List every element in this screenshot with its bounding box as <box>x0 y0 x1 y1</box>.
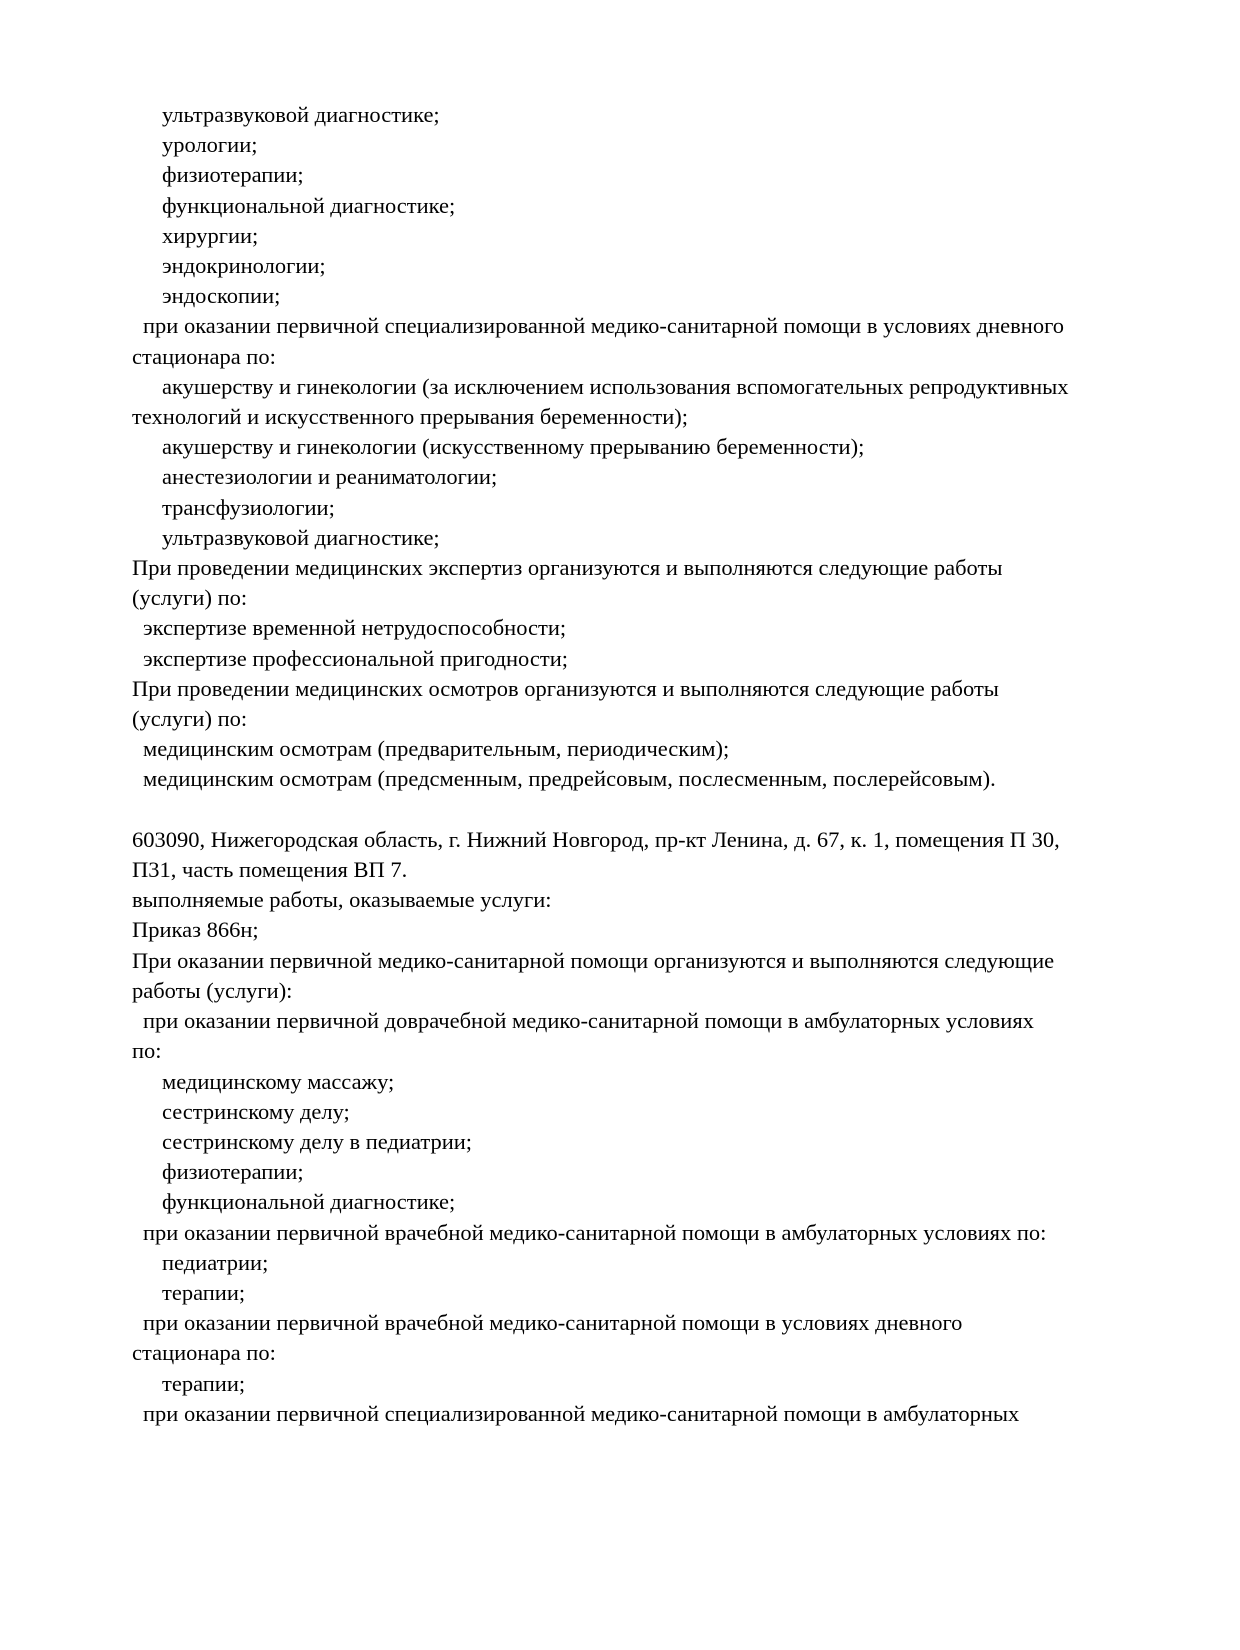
text-line: по: <box>132 1038 162 1064</box>
text-line: выполняемые работы, оказываемые услуги: <box>132 887 552 913</box>
text-line: При проведении медицинских экспертиз организуются и выполняются следующие работы <box>132 555 1003 581</box>
text-line: ультразвуковой диагностике; <box>162 524 440 550</box>
text-line: урологии; <box>162 132 258 158</box>
text-line: технологий и искусственного прерывания беременности); <box>132 404 689 430</box>
text-line: медицинским осмотрам (предварительным, периодическим); <box>143 736 730 762</box>
text-line: педиатрии; <box>162 1249 269 1275</box>
text-line: функциональной диагностике; <box>162 1189 456 1215</box>
text-line: терапии; <box>162 1370 246 1396</box>
text-line: (услуги) по: <box>132 585 248 611</box>
text-line: медицинским осмотрам (предсменным, предрейсовым, послесменным, послерейсовым). <box>143 766 996 792</box>
text-line: стационара по: <box>132 1340 276 1366</box>
text-line: при оказании первичной врачебной медико-санитарной помощи в условиях дневного <box>143 1310 963 1336</box>
text-line: хирургии; <box>162 222 259 248</box>
text-line: эндокринологии; <box>162 253 326 279</box>
text-line: Приказ 866н; <box>132 917 259 943</box>
text-line: стационара по: <box>132 343 276 369</box>
text-line: анестезиологии и реаниматологии; <box>162 464 498 490</box>
text-line: акушерству и гинекологии (искусственному прерыванию беременности); <box>162 434 865 460</box>
text-line: работы (услуги): <box>132 977 293 1003</box>
text-line: трансфузиологии; <box>162 494 335 520</box>
text-line: сестринскому делу в педиатрии; <box>162 1128 473 1154</box>
text-line: физиотерапии; <box>162 162 304 188</box>
text-line: ультразвуковой диагностике; <box>162 102 440 127</box>
text-line: экспертизе профессиональной пригодности; <box>143 645 568 671</box>
text-line: (услуги) по: <box>132 706 248 732</box>
text-line: терапии; <box>162 1279 246 1305</box>
text-line: функциональной диагностике; <box>162 192 456 218</box>
document-text-block <box>132 100 1140 1429</box>
text-line: экспертизе временной нетрудоспособности; <box>143 615 567 641</box>
text-line: При оказании первичной медико-санитарной помощи организуются и выполняются следующие <box>132 947 1055 973</box>
text-line: при оказании первичной специализированной медико-санитарной помощи в амбулаторных <box>143 1400 1020 1426</box>
blank-line <box>132 795 1140 825</box>
text-line: акушерству и гинекологии (за исключением использования вспомогательных репродуктивных <box>162 373 1069 399</box>
text-line: сестринскому делу; <box>162 1098 350 1124</box>
text-line: эндоскопии; <box>162 283 281 309</box>
text-line: при оказании первичной врачебной медико-санитарной помощи в амбулаторных условиях по: <box>143 1219 1047 1245</box>
text-line: при оказании первичной специализированной медико-санитарной помощи в условиях дневного <box>143 313 1064 339</box>
text-line: При проведении медицинских осмотров организуются и выполняются следующие работы <box>132 675 999 701</box>
text-line: П31, часть помещения ВП 7. <box>132 857 408 883</box>
text-line: при оказании первичной доврачебной медико-санитарной помощи в амбулаторных условиях <box>143 1008 1034 1034</box>
text-line: физиотерапии; <box>162 1159 304 1185</box>
text-line: 603090, Нижегородская область, г. Нижний Новгород, пр-кт Ленина, д. 67, к. 1, помещения П 30, <box>132 826 1060 852</box>
text-line: медицинскому массажу; <box>162 1068 395 1094</box>
